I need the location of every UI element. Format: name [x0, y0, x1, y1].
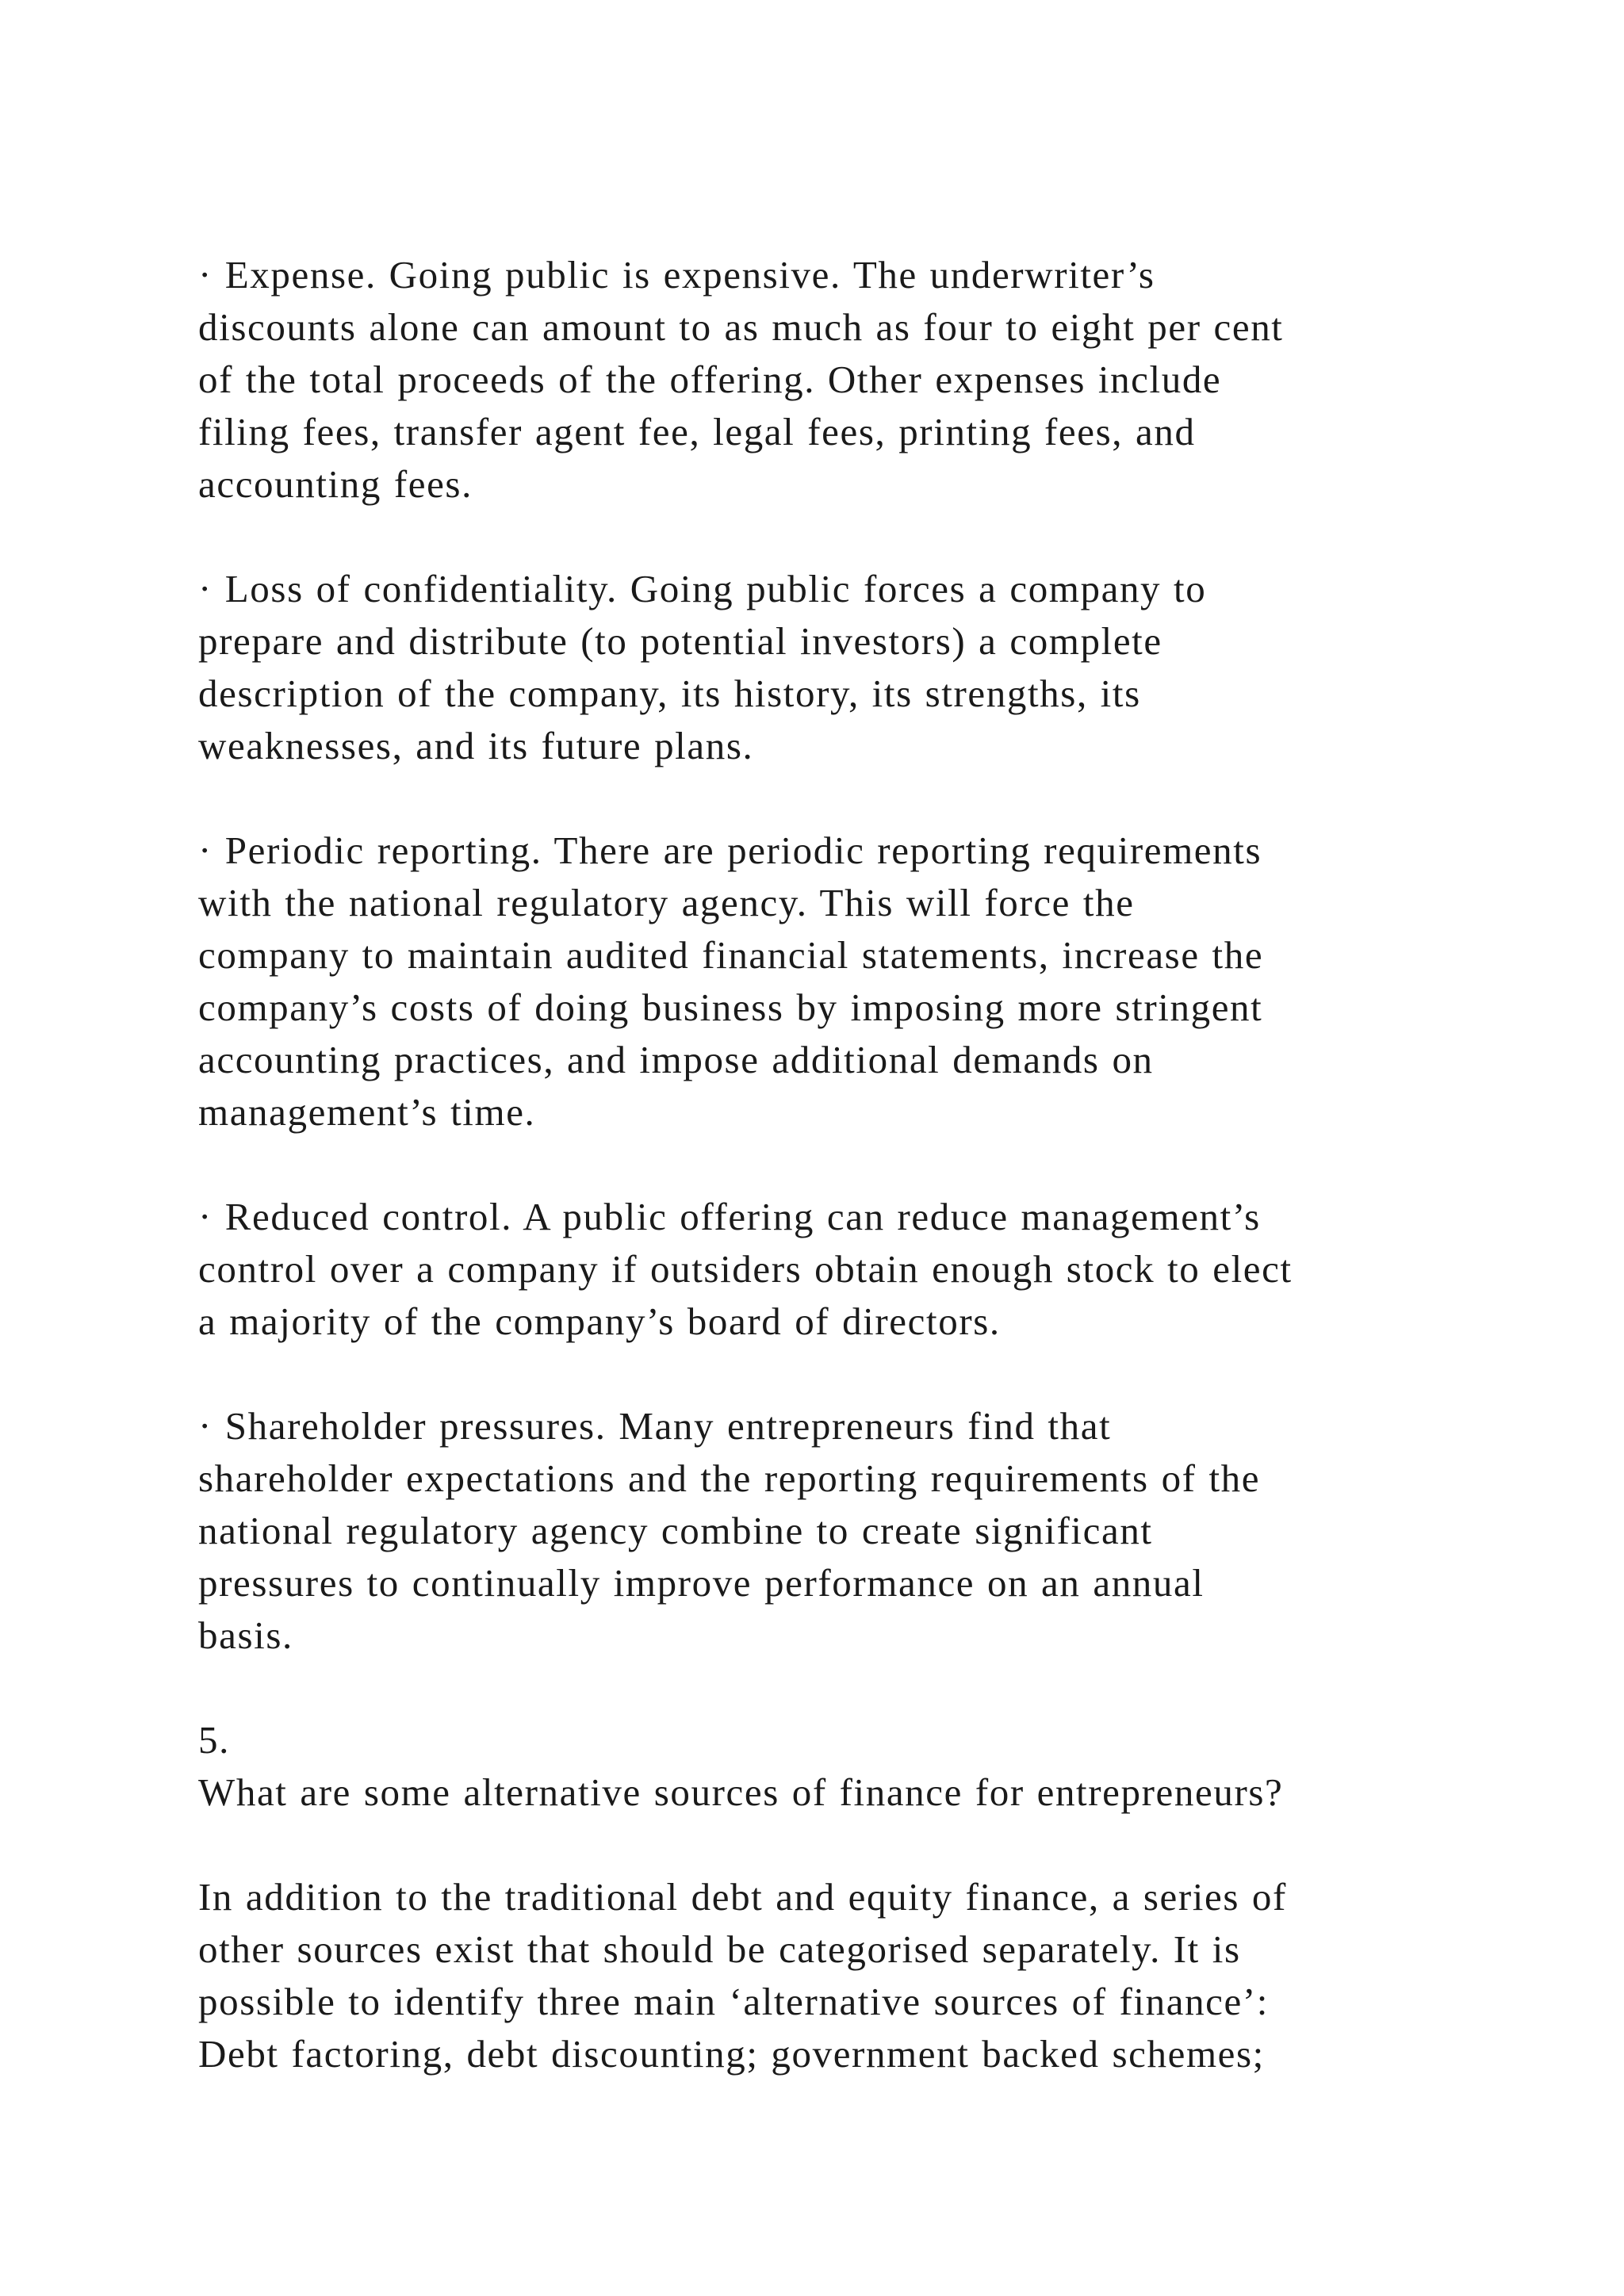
text-line: discounts alone can amount to as much as four to eight per cent	[198, 305, 1284, 349]
paragraph-gap	[198, 1819, 1435, 1871]
text-line: description of the company, its history, its strengths, its	[198, 672, 1141, 715]
text-line: with the national regulatory agency. This will force the	[198, 881, 1135, 924]
paragraph-gap	[198, 1662, 1435, 1714]
text-line: · Periodic reporting. There are periodic reporting requirements	[198, 828, 1262, 872]
paragraph-gap	[198, 1138, 1435, 1191]
text-line: · Expense. Going public is expensive. The underwriter’s	[198, 253, 1155, 297]
paragraph-gap	[198, 511, 1435, 563]
text-line: filing fees, transfer agent fee, legal fees, printing fees, and	[198, 410, 1196, 453]
paragraph-bullet-expense	[198, 249, 1435, 511]
text-line: · Reduced control. A public offering can reduce management’s	[198, 1195, 1261, 1238]
paragraph-gap	[198, 1348, 1435, 1400]
text-line: company’s costs of doing business by imposing more stringent	[198, 985, 1263, 1029]
paragraph-question-5	[198, 1714, 1435, 1819]
paragraph-bullet-periodic-reporting	[198, 825, 1435, 1138]
text-line: control over a company if outsiders obtain enough stock to elect	[198, 1247, 1293, 1291]
text-line: · Loss of confidentiality. Going public forces a company to	[198, 567, 1207, 610]
text-line: prepare and distribute (to potential investors) a complete	[198, 619, 1162, 663]
text-line: national regulatory agency combine to create significant	[198, 1509, 1153, 1552]
text-line: a majority of the company’s board of directors.	[198, 1299, 1001, 1343]
text-line: company to maintain audited financial statements, increase the	[198, 933, 1264, 977]
text-line: shareholder expectations and the reporting requirements of the	[198, 1456, 1261, 1500]
paragraph-bullet-reduced-control	[198, 1191, 1435, 1348]
text-line: Debt factoring, debt discounting; government backed schemes;	[198, 2032, 1265, 2076]
paragraph-bullet-shareholder-pressures	[198, 1400, 1435, 1662]
paragraph-answer-5	[198, 1871, 1435, 2080]
text-line: possible to identify three main ‘alternative sources of finance’:	[198, 1980, 1269, 2023]
text-line: What are some alternative sources of finance for entrepreneurs?	[198, 1770, 1284, 1814]
text-line: of the total proceeds of the offering. Other expenses include	[198, 358, 1222, 401]
document-body-text	[198, 249, 1435, 2080]
text-line: other sources exist that should be categorised separately. It is	[198, 1927, 1241, 1971]
text-line: In addition to the traditional debt and equity finance, a series of	[198, 1875, 1287, 1919]
text-line: accounting fees.	[198, 462, 473, 506]
text-line: pressures to continually improve performance on an annual	[198, 1561, 1205, 1605]
text-line: · Shareholder pressures. Many entrepreneurs find that	[198, 1404, 1112, 1448]
paragraph-gap	[198, 772, 1435, 825]
text-line: management’s time.	[198, 1090, 536, 1134]
text-line: weaknesses, and its future plans.	[198, 724, 754, 767]
paragraph-bullet-loss-of-confidentiality	[198, 563, 1435, 772]
text-line: accounting practices, and impose additional demands on	[198, 1038, 1154, 1081]
text-line: basis.	[198, 1613, 293, 1657]
text-line: 5.	[198, 1718, 230, 1762]
